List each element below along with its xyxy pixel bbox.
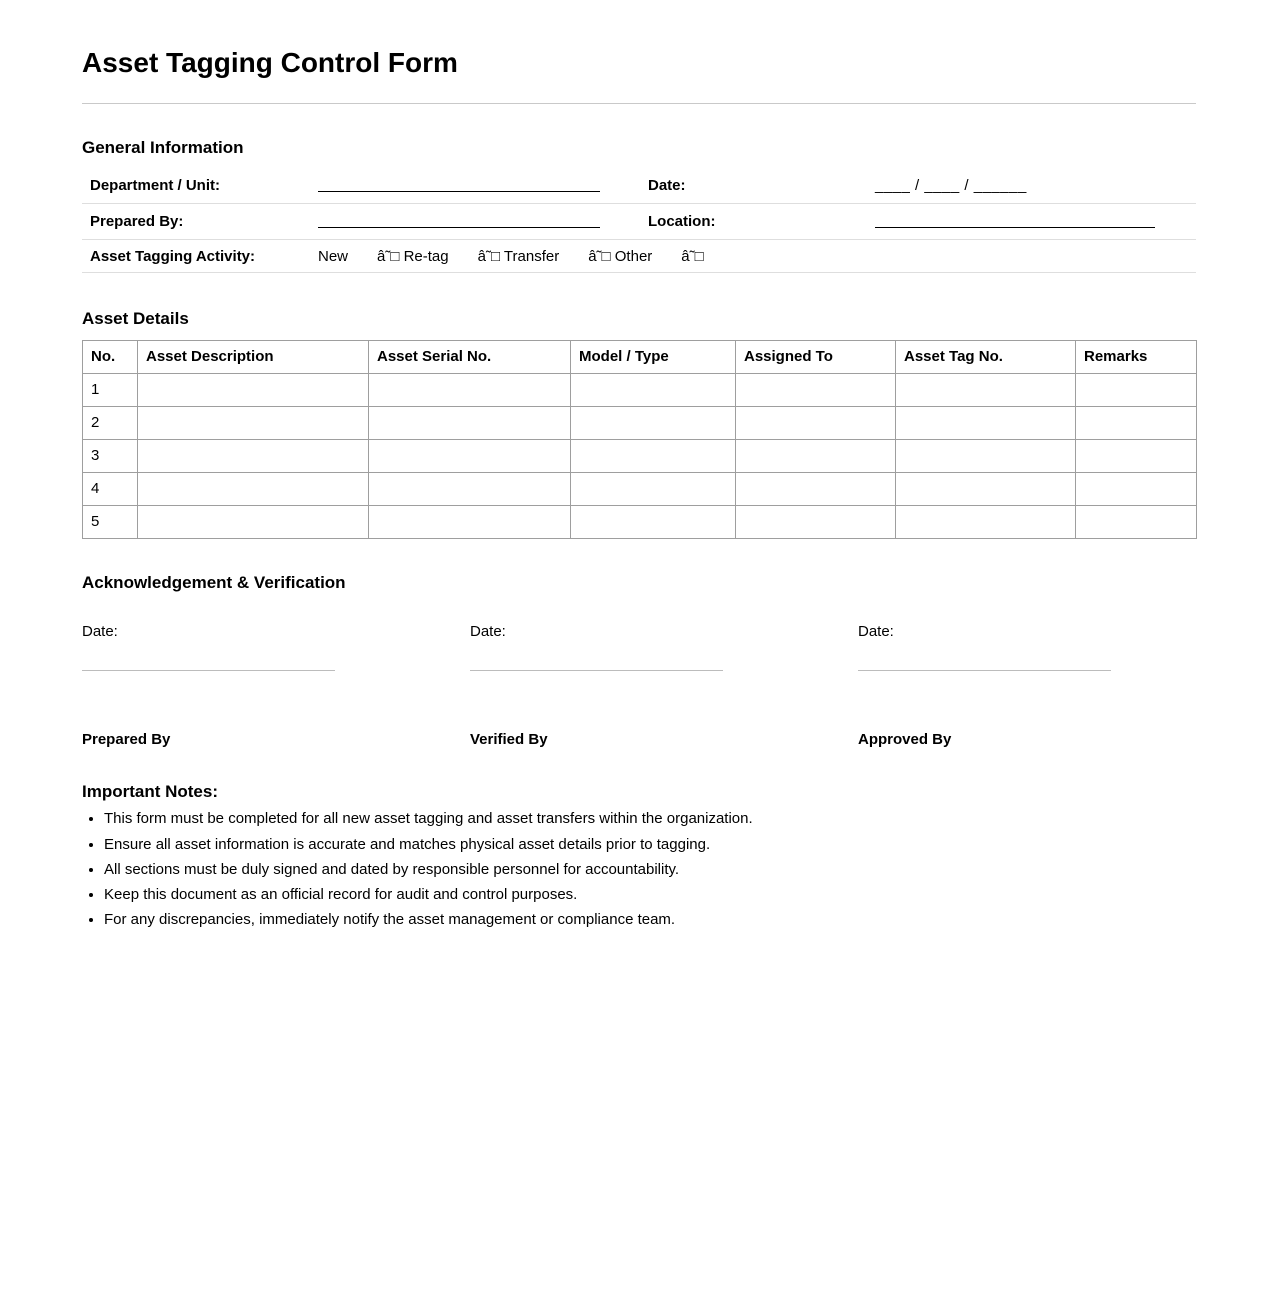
row-number-cell: 4 bbox=[83, 472, 138, 505]
general-information-heading: General Information bbox=[82, 137, 244, 157]
acknowledgement-heading: Acknowledgement & Verification bbox=[82, 572, 346, 592]
title-divider bbox=[82, 103, 1196, 104]
column-header-model-type: Model / Type bbox=[571, 340, 736, 373]
asset-cell-empty bbox=[571, 439, 736, 472]
asset-cell-empty bbox=[896, 505, 1076, 538]
table-row bbox=[83, 406, 1197, 439]
signature-date-label: Date: bbox=[858, 622, 894, 640]
note-item: • Ensure all asset information is accurate and matches physical asset details prior to tagging. bbox=[104, 836, 1196, 853]
asset-cell-empty bbox=[736, 505, 896, 538]
asset-cell-empty bbox=[896, 373, 1076, 406]
note-item: • This form must be completed for all new asset tagging and asset transfers within the organization. bbox=[104, 810, 1196, 827]
activity-option-other: â˜□ Other bbox=[588, 247, 653, 265]
asset-cell-empty bbox=[896, 439, 1076, 472]
asset-cell-empty bbox=[369, 406, 571, 439]
asset-cell-empty bbox=[736, 406, 896, 439]
date-blank-field: ____ / ____ / ______ bbox=[875, 177, 1027, 195]
asset-cell-empty bbox=[138, 472, 369, 505]
asset-cell-empty bbox=[736, 373, 896, 406]
asset-cell-empty bbox=[1076, 505, 1197, 538]
asset-cell-empty bbox=[369, 373, 571, 406]
important-notes-heading: Important Notes: bbox=[82, 781, 218, 801]
column-header-assigned-to: Assigned To bbox=[736, 340, 896, 373]
acknowledgement-block-verified bbox=[470, 623, 858, 748]
location-field bbox=[875, 212, 1196, 232]
signature-line bbox=[82, 670, 335, 671]
asset-cell-empty bbox=[1076, 439, 1197, 472]
general-info-row-preparedby-location bbox=[82, 204, 1196, 240]
row-number-cell: 3 bbox=[83, 439, 138, 472]
asset-cell-empty bbox=[896, 472, 1076, 505]
table-row bbox=[83, 439, 1197, 472]
asset-cell-empty bbox=[369, 439, 571, 472]
table-row bbox=[83, 472, 1197, 505]
acknowledgement-block-approved bbox=[858, 623, 1196, 748]
row-number-cell: 2 bbox=[83, 406, 138, 439]
asset-cell-empty bbox=[138, 439, 369, 472]
general-info-row-department-date bbox=[82, 168, 1196, 204]
role-label-prepared-by: Prepared By bbox=[82, 730, 171, 748]
signature-date-label: Date: bbox=[82, 622, 118, 640]
general-info-row-activity bbox=[82, 240, 1196, 273]
column-header-remarks: Remarks bbox=[1076, 340, 1197, 373]
department-unit-label: Department / Unit: bbox=[90, 177, 221, 195]
asset-cell-empty bbox=[571, 373, 736, 406]
asset-details-heading: Asset Details bbox=[82, 309, 189, 329]
asset-cell-empty bbox=[369, 472, 571, 505]
asset-cell-empty bbox=[571, 472, 736, 505]
asset-cell-empty bbox=[369, 505, 571, 538]
asset-cell-empty bbox=[1076, 406, 1197, 439]
location-label: Location: bbox=[648, 213, 716, 231]
column-header-no: No. bbox=[83, 340, 138, 373]
asset-cell-empty bbox=[571, 505, 736, 538]
asset-details-section bbox=[82, 309, 1196, 538]
signature-line bbox=[858, 670, 1111, 671]
table-header-row bbox=[83, 340, 1197, 373]
location-blank-line bbox=[875, 212, 1155, 228]
prepared-by-blank-line bbox=[318, 212, 600, 228]
acknowledgement-grid bbox=[82, 623, 1196, 748]
note-item: • For any discrepancies, immediately notify the asset management or compliance team. bbox=[104, 911, 1196, 928]
acknowledgement-block-prepared bbox=[82, 623, 470, 748]
role-label-verified-by: Verified By bbox=[470, 730, 548, 748]
note-item: • All sections must be duly signed and dated by responsible personnel for accountability. bbox=[104, 861, 1196, 878]
asset-cell-empty bbox=[1076, 472, 1197, 505]
asset-tagging-activity-label: Asset Tagging Activity: bbox=[90, 247, 256, 265]
row-number-cell: 1 bbox=[83, 373, 138, 406]
activity-options bbox=[318, 248, 1196, 265]
activity-option-new: New bbox=[318, 247, 349, 265]
asset-cell-empty bbox=[138, 505, 369, 538]
column-header-asset-description: Asset Description bbox=[138, 340, 369, 373]
general-information-table bbox=[82, 168, 1196, 273]
asset-cell-empty bbox=[138, 373, 369, 406]
asset-cell-empty bbox=[138, 406, 369, 439]
signature-line bbox=[470, 670, 723, 671]
column-header-asset-serial-no: Asset Serial No. bbox=[369, 340, 571, 373]
department-unit-field bbox=[318, 176, 648, 196]
asset-details-table bbox=[82, 340, 1197, 539]
date-label: Date: bbox=[648, 177, 686, 195]
department-unit-blank-line bbox=[318, 176, 600, 192]
row-number-cell: 5 bbox=[83, 505, 138, 538]
asset-cell-empty bbox=[571, 406, 736, 439]
activity-option-checkbox-glyph: â˜□ bbox=[681, 247, 704, 265]
asset-cell-empty bbox=[1076, 373, 1197, 406]
important-notes-list bbox=[82, 810, 1196, 928]
page-title: Asset Tagging Control Form bbox=[82, 47, 458, 78]
activity-option-retag: â˜□ Re-tag bbox=[377, 247, 449, 265]
asset-cell-empty bbox=[736, 439, 896, 472]
prepared-by-label: Prepared By: bbox=[90, 213, 184, 231]
signature-date-label: Date: bbox=[470, 622, 506, 640]
prepared-by-field bbox=[318, 212, 648, 232]
table-row bbox=[83, 505, 1197, 538]
asset-cell-empty bbox=[896, 406, 1076, 439]
role-label-approved-by: Approved By bbox=[858, 730, 952, 748]
activity-option-transfer: â˜□ Transfer bbox=[477, 247, 560, 265]
note-item: • Keep this document as an official record for audit and control purposes. bbox=[104, 886, 1196, 903]
asset-cell-empty bbox=[736, 472, 896, 505]
column-header-asset-tag-no: Asset Tag No. bbox=[896, 340, 1076, 373]
table-row bbox=[83, 373, 1197, 406]
